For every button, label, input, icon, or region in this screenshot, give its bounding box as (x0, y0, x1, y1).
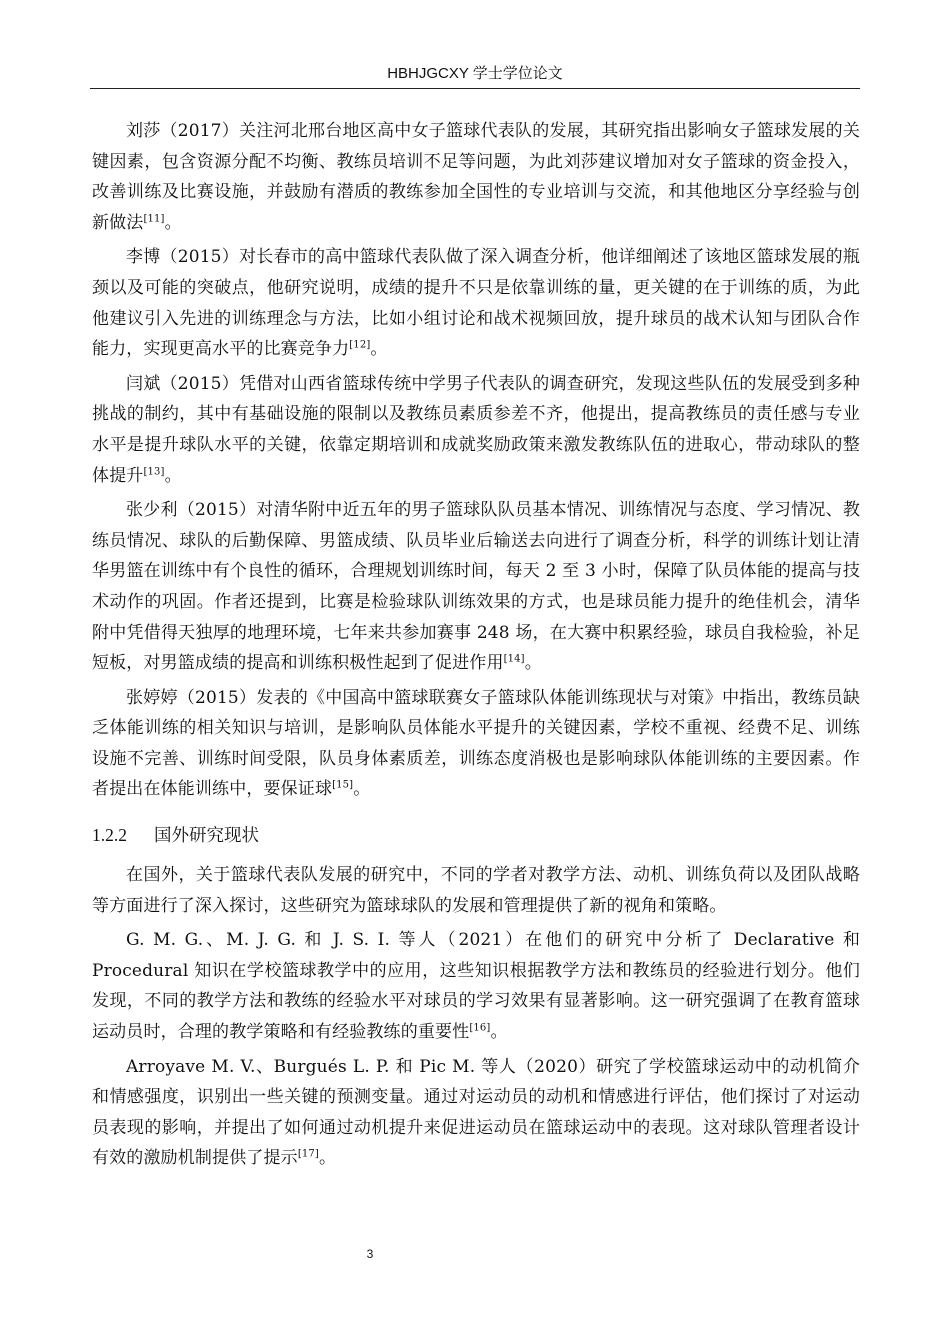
citation-marker: [11] (143, 213, 165, 225)
paragraph-end-punct: 。 (164, 212, 182, 233)
paragraphs-after (92, 860, 860, 1174)
page-body (92, 116, 860, 1178)
body-paragraph (92, 860, 860, 921)
body-paragraph (92, 495, 860, 679)
header-rule (90, 88, 860, 89)
body-paragraph (92, 369, 860, 491)
paragraph-end-punct: 。 (490, 1022, 508, 1043)
paragraph-text: 闫斌（2015）凭借对山西省篮球传统中学男子代表队的调查研究，发现这些队伍的发展受到多种挑战的制约，其中有基础设施的限制以及教练员素质参差不齐，他提出，提高教练员的责任感与专业水平是提升球队水平的关键，依靠定期培训和成就奖励政策来激发教练队伍的进取心，带动球队的整体提升 (92, 373, 860, 486)
paragraph-text: Arroyave M. V.、Burgués L. P. 和 Pic M. 等人（2020）研究了学校篮球运动中的动机简介和情感强度，识别出一些关键的预测变量。通过对运动员的动机和情感进行评估，他们探讨了对运动员表现的影响，并提出了如何通过动机提升来促进运动员在篮球运动中的表现。这对球队管理者设计有效的激励机制提供了提示 (92, 1056, 860, 1169)
body-paragraph (92, 116, 860, 238)
citation-marker: [16] (469, 1022, 491, 1034)
paragraph-text: 张少利（2015）对清华附中近五年的男子篮球队队员基本情况、训练情况与态度、学习情况、教练员情况、球队的后勤保障、男篮成绩、队员毕业后输送去向进行了调查分析，科学的训练计划让清华男篮在训练中有个良性的循环，合理规划训练时间，每天 2 至 3 小时，保障了队员体能的提高与技术动作的巩固。作者还提到，比赛是检验球队训练效果的方式，也是球员能力提升的绝佳机会，清华附中凭借得天独厚的地理环境，七年来共参加赛事 248 场，在大赛中积累经验，球员自我检验，补足短板，对男篮成绩的提高和训练积极性起到了促进作用 (92, 500, 860, 674)
section-title: 国外研究现状 (154, 826, 259, 847)
paragraphs-before (92, 116, 860, 805)
paragraph-text: G. M. G.、M. J. G. 和 J. S. I. 等人（2021）在他们的研究中分析了 Declarative 和 Procedural 知识在学校篮球教学中的应用，这些知识根据教学方法和教练员的经验进行划分。他们发现，不同的教学方法和教练的经验水平对球员的学习效果有显著影响。这一研究强调了在教育篮球运动员时，合理的教学策略和有经验教练的重要性 (92, 930, 860, 1043)
paragraph-end-punct: 。 (318, 1148, 337, 1169)
body-paragraph (92, 242, 860, 364)
paragraph-end-punct: 。 (353, 779, 371, 800)
paragraph-end-punct: 。 (524, 653, 542, 674)
body-paragraph (92, 925, 860, 1047)
paragraph-text: 刘莎（2017）关注河北邢台地区高中女子篮球代表队的发展，其研究指出影响女子篮球发展的关键因素，包含资源分配不均衡、教练员培训不足等问题，为此刘莎建议增加对女子篮球的资金投入，改善训练及比赛设施，并鼓励有潜质的教练参加全国性的专业培训与交流，和其他地区分享经验与创新做法 (92, 121, 860, 233)
citation-marker: [15] (332, 779, 354, 791)
paragraph-text: 在国外，关于篮球代表队发展的研究中，不同的学者对教学方法、动机、训练负荷以及团队战略等方面进行了深入探讨，这些研究为篮球球队的发展和管理提供了新的视角和策略。 (92, 865, 860, 916)
running-header: HBHJGCXY 学士学位论文 (387, 65, 563, 82)
section-number: 1.2.2 (92, 825, 127, 846)
body-paragraph (92, 683, 860, 805)
paragraph-end-punct: 。 (164, 465, 182, 486)
citation-marker: [17] (297, 1148, 319, 1160)
paragraph-end-punct: 。 (370, 339, 388, 360)
section-heading (92, 821, 860, 850)
paragraph-text: 张婷婷（2015）发表的《中国高中篮球联赛女子篮球队体能训练现状与对策》中指出，教练员缺乏体能训练的相关知识与培训，是影响队员体能水平提升的关键因素，学校不重视、经费不足、训练设施不完善、训练时间受限，队员身体素质差，训练态度消极也是影响球队体能训练的主要因素。作者提出在体能训练中，要保证球 (92, 687, 860, 800)
paragraph-text: 李博（2015）对长春市的高中篮球代表队做了深入调查分析，他详细阐述了该地区篮球发展的瓶颈以及可能的突破点，他研究说明，成绩的提升不只是依靠训练的量，更关键的在于训练的质，为此他建议引入先进的训练理念与方法，比如小组讨论和战术视频回放，提升球员的战术认知与团队合作能力，实现更高水平的比赛竞争力 (92, 247, 860, 360)
page-number: 3 (366, 1247, 374, 1261)
citation-marker: [13] (143, 465, 165, 477)
body-paragraph (92, 1052, 860, 1174)
citation-marker: [14] (503, 653, 525, 665)
citation-marker: [12] (349, 339, 371, 351)
